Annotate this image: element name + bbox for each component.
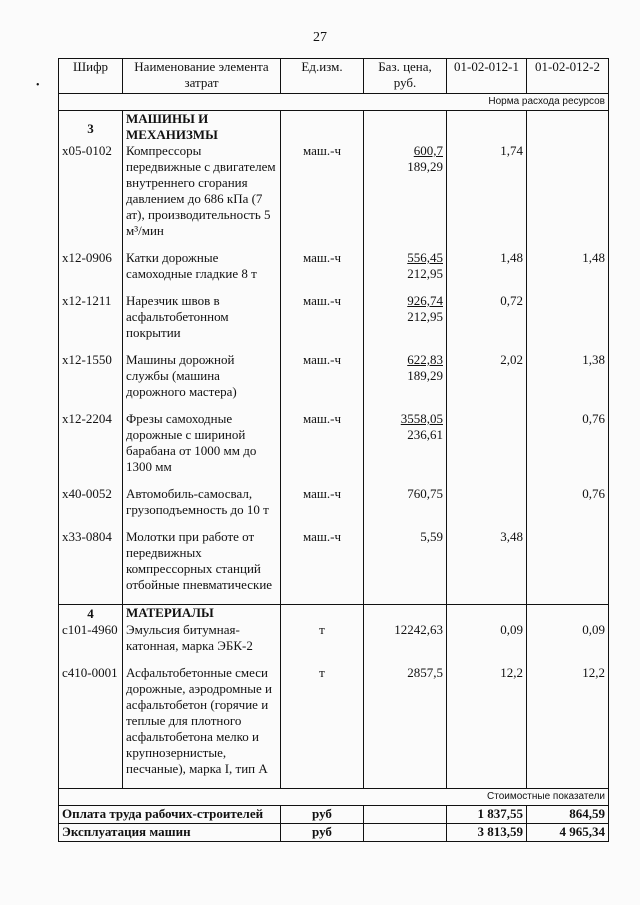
- spacer-cell: [123, 239, 281, 250]
- resource-row: [59, 665, 609, 777]
- resource-name: Машины дорожной службы (машина дорожного мастера): [123, 352, 281, 400]
- price-secondary: 212,95: [407, 266, 443, 281]
- empty-cell: [527, 605, 609, 623]
- norm-value-col2: [527, 293, 609, 341]
- price-secondary: 189,29: [407, 368, 443, 383]
- norm-value-col2: [527, 529, 609, 593]
- spacer-cell: [123, 518, 281, 529]
- header-name: Наименование элемента затрат: [123, 59, 281, 94]
- spacer-cell: [281, 777, 364, 789]
- spacer-cell: [281, 518, 364, 529]
- spacer-cell: [59, 239, 123, 250]
- norm-value-col2: 12,2: [527, 665, 609, 777]
- spacer-cell: [123, 400, 281, 411]
- spacer-cell: [281, 593, 364, 605]
- spacer-cell: [527, 341, 609, 352]
- price-value: 600,7: [413, 143, 443, 158]
- section-title: МАТЕРИАЛЫ: [123, 605, 281, 623]
- resource-price: [364, 411, 447, 475]
- resource-row: [59, 293, 609, 341]
- spacer-cell: [364, 239, 447, 250]
- row-spacer: [59, 282, 609, 293]
- resource-row: [59, 250, 609, 282]
- resource-code: с410-0001: [59, 665, 123, 777]
- spacer-cell: [364, 518, 447, 529]
- spacer-cell: [59, 593, 123, 605]
- spacer-cell: [123, 341, 281, 352]
- spacer-cell: [364, 593, 447, 605]
- resource-unit: маш.-ч: [281, 143, 364, 239]
- spacer-cell: [281, 239, 364, 250]
- norm-value-col1: 2,02: [447, 352, 527, 400]
- spacer-cell: [281, 654, 364, 665]
- price-value: 2857,5: [407, 665, 443, 680]
- total-value-col2: 4 965,34: [527, 824, 609, 842]
- resource-code: с101-4960: [59, 622, 123, 654]
- spacer-cell: [123, 593, 281, 605]
- spacer-cell: [281, 341, 364, 352]
- price-value: 3558,05: [400, 411, 443, 426]
- resource-unit: маш.-ч: [281, 293, 364, 341]
- spacer-cell: [527, 593, 609, 605]
- price-secondary: 236,61: [407, 427, 443, 442]
- total-unit: руб: [281, 824, 364, 842]
- resource-name: Молотки при работе от передвижных компрессорных станций отбойные пневматические: [123, 529, 281, 593]
- spacer-cell: [447, 518, 527, 529]
- total-row: [59, 824, 609, 842]
- cost-caption: Стоимостные показатели: [59, 789, 609, 806]
- empty-cell: [364, 605, 447, 623]
- resource-row: [59, 529, 609, 593]
- spacer-cell: [364, 400, 447, 411]
- empty-cell: [364, 824, 447, 842]
- spacer-cell: [59, 341, 123, 352]
- norm-value-col1: 3,48: [447, 529, 527, 593]
- row-spacer: [59, 475, 609, 486]
- header-col1: 01-02-012-1: [447, 59, 527, 94]
- norm-value-col2: 0,76: [527, 411, 609, 475]
- empty-cell: [364, 111, 447, 144]
- table-header-row: [59, 59, 609, 94]
- spacer-cell: [364, 475, 447, 486]
- empty-cell: [527, 111, 609, 144]
- header-code: Шифр: [59, 59, 123, 94]
- price-value: 622,83: [407, 352, 443, 367]
- spacer-cell: [527, 282, 609, 293]
- spacer-cell: [527, 777, 609, 789]
- norm-value-col1: 0,09: [447, 622, 527, 654]
- resource-code: х12-2204: [59, 411, 123, 475]
- resource-price: [364, 529, 447, 593]
- spacer-cell: [527, 400, 609, 411]
- resource-name: Эмульсия битумная-катонная, марка ЭБК-2: [123, 622, 281, 654]
- spacer-cell: [59, 518, 123, 529]
- resource-code: х12-1211: [59, 293, 123, 341]
- resource-price: [364, 665, 447, 777]
- resource-row: [59, 143, 609, 239]
- section-code: 4: [59, 605, 123, 623]
- spacer-cell: [447, 400, 527, 411]
- total-row: [59, 806, 609, 824]
- spacer-cell: [364, 341, 447, 352]
- norm-caption: Норма расхода ресурсов: [59, 94, 609, 111]
- total-name: Эксплуатация машин: [59, 824, 281, 842]
- norm-value-col2: 0,09: [527, 622, 609, 654]
- resource-name: Катки дорожные самоходные гладкие 8 т: [123, 250, 281, 282]
- row-spacer: [59, 518, 609, 529]
- total-name: Оплата труда рабочих-строителей: [59, 806, 281, 824]
- resource-code: х12-0906: [59, 250, 123, 282]
- resource-unit: маш.-ч: [281, 250, 364, 282]
- spacer-cell: [123, 777, 281, 789]
- spacer-cell: [59, 282, 123, 293]
- resource-code: х05-0102: [59, 143, 123, 239]
- section-header-row: [59, 111, 609, 144]
- resource-name: Фрезы самоходные дорожные с шириной барабана от 1000 мм до 1300 мм: [123, 411, 281, 475]
- norm-value-col1: [447, 411, 527, 475]
- spacer-cell: [364, 777, 447, 789]
- row-spacer: [59, 341, 609, 352]
- empty-cell: [364, 806, 447, 824]
- spacer-cell: [447, 282, 527, 293]
- spacer-cell: [123, 475, 281, 486]
- total-value-col1: 1 837,55: [447, 806, 527, 824]
- row-spacer: [59, 400, 609, 411]
- norm-caption-row: [59, 94, 609, 111]
- norm-value-col1: 1,74: [447, 143, 527, 239]
- resource-code: х12-1550: [59, 352, 123, 400]
- resource-price: [364, 486, 447, 518]
- resource-price: [364, 622, 447, 654]
- spacer-cell: [123, 282, 281, 293]
- header-base-price: Баз. цена, руб.: [364, 59, 447, 94]
- spacer-cell: [59, 475, 123, 486]
- cost-caption-row: [59, 789, 609, 806]
- resource-unit: маш.-ч: [281, 486, 364, 518]
- price-secondary: 189,29: [407, 159, 443, 174]
- spacer-cell: [447, 593, 527, 605]
- resource-name: Компрессоры передвижные с двигателем внутреннего сгорания давлением до 686 кПа (7 ат), производительность 5 м³/мин: [123, 143, 281, 239]
- price-value: 5,59: [420, 529, 443, 544]
- spacer-cell: [281, 475, 364, 486]
- section-header-row: [59, 605, 609, 623]
- total-unit: руб: [281, 806, 364, 824]
- norm-value-col1: 12,2: [447, 665, 527, 777]
- resource-name: Нарезчик швов в асфальтобетонном покрытии: [123, 293, 281, 341]
- resource-price: [364, 143, 447, 239]
- resource-unit: т: [281, 665, 364, 777]
- empty-cell: [447, 605, 527, 623]
- row-spacer: [59, 777, 609, 789]
- empty-cell: [281, 605, 364, 623]
- spacer-cell: [364, 282, 447, 293]
- resource-unit: маш.-ч: [281, 411, 364, 475]
- norm-value-col1: [447, 486, 527, 518]
- resource-code: х33-0804: [59, 529, 123, 593]
- norm-value-col2: 1,48: [527, 250, 609, 282]
- section-code: 3: [59, 111, 123, 144]
- resource-row: [59, 352, 609, 400]
- spacer-cell: [281, 282, 364, 293]
- resource-name: Асфальтобетонные смеси дорожные, аэродромные и асфальтобетон (горячие и теплые для плотного асфальтобетона мелко и крупнозернистые, песчаные), марка I, тип А: [123, 665, 281, 777]
- row-spacer: [59, 239, 609, 250]
- header-col2: 01-02-012-2: [527, 59, 609, 94]
- margin-marker: •: [36, 80, 40, 91]
- row-spacer: [59, 654, 609, 665]
- header-unit: Ед.изм.: [281, 59, 364, 94]
- spacer-cell: [364, 654, 447, 665]
- resource-unit: маш.-ч: [281, 529, 364, 593]
- spacer-cell: [59, 777, 123, 789]
- resource-table: [58, 58, 609, 842]
- spacer-cell: [527, 654, 609, 665]
- price-secondary: 212,95: [407, 309, 443, 324]
- resource-row: [59, 622, 609, 654]
- spacer-cell: [447, 777, 527, 789]
- spacer-cell: [59, 400, 123, 411]
- total-value-col2: 864,59: [527, 806, 609, 824]
- norm-value-col1: 0,72: [447, 293, 527, 341]
- section-title: МАШИНЫ И МЕХАНИЗМЫ: [123, 111, 281, 144]
- spacer-cell: [447, 654, 527, 665]
- resource-price: [364, 250, 447, 282]
- spacer-cell: [447, 341, 527, 352]
- spacer-cell: [527, 518, 609, 529]
- spacer-cell: [527, 239, 609, 250]
- norm-value-col2: [527, 143, 609, 239]
- row-spacer: [59, 593, 609, 605]
- price-value: 926,74: [407, 293, 443, 308]
- norm-value-col2: 0,76: [527, 486, 609, 518]
- spacer-cell: [527, 475, 609, 486]
- page-number: 27: [313, 30, 327, 45]
- resource-row: [59, 411, 609, 475]
- resource-code: х40-0052: [59, 486, 123, 518]
- norm-value-col1: 1,48: [447, 250, 527, 282]
- resource-unit: маш.-ч: [281, 352, 364, 400]
- total-value-col1: 3 813,59: [447, 824, 527, 842]
- norm-value-col2: 1,38: [527, 352, 609, 400]
- empty-cell: [281, 111, 364, 144]
- resource-unit: т: [281, 622, 364, 654]
- price-value: 556,45: [407, 250, 443, 265]
- spacer-cell: [447, 239, 527, 250]
- resource-name: Автомобиль-самосвал, грузоподъемность до 10 т: [123, 486, 281, 518]
- price-value: 12242,63: [394, 622, 443, 637]
- spacer-cell: [59, 654, 123, 665]
- spacer-cell: [281, 400, 364, 411]
- empty-cell: [447, 111, 527, 144]
- resource-price: [364, 352, 447, 400]
- price-value: 760,75: [407, 486, 443, 501]
- resource-price: [364, 293, 447, 341]
- spacer-cell: [447, 475, 527, 486]
- spacer-cell: [123, 654, 281, 665]
- resource-row: [59, 486, 609, 518]
